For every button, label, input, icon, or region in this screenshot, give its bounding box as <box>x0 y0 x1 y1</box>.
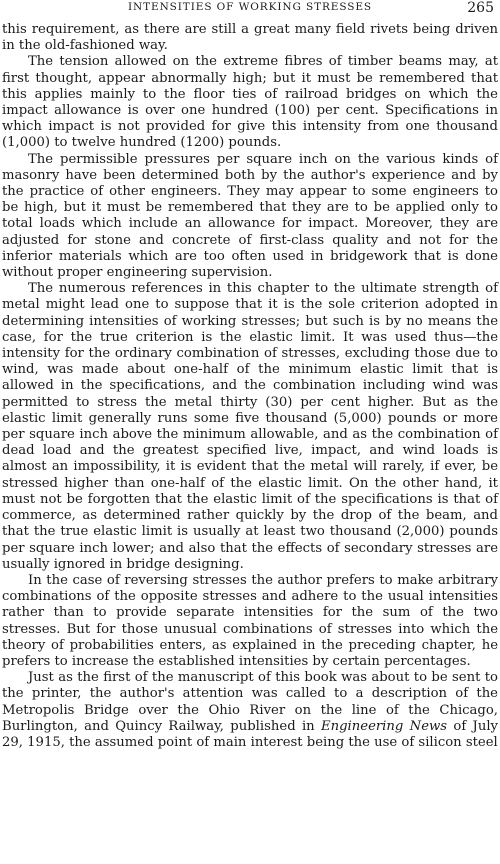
page-number: 265 <box>467 0 494 16</box>
paragraph-timber-tension: The tension allowed on the extreme fibres of timber beams may, at first thought, appear abnormally high; but it must be remembered that this applies mainly to the floor ties of railroad bridges on which the impact allowance is over one hundred (100) per cent. Specifications in which impact is not provided for give this intensity from one thousand (1,000) to twelve hundred (1200) pounds. <box>2 54 498 151</box>
journal-title: Engineering News <box>321 718 448 734</box>
paragraph-reversing-stresses: In the case of reversing stresses the author prefers to make arbitrary combinations of the opposite stresses and adhere to the usual intensities rather than to provide separate intensities for the sum of the two stresses. But for those unusual combinations of stresses into which the theory of probabilities enters, as explained in the preceding chapter, he prefers to increase the established intensities by certain percentages. <box>2 572 498 669</box>
paragraph-text-after: of July 29, 1915, the assumed point of main interest being the use of silicon steel <box>2 718 499 750</box>
paragraph-elastic-limit: The numerous references in this chapter to the ultimate strength of metal might lead one to suppose that it is the sole criterion adopted in determining intensities of working stresses; but such is by no means the case, for the true criterion is the elastic limit. It was used thus—the intensity for the ordinary combination of stresses, excluding those due to wind, was made about one-half of the minimum elastic limit that is allowed in the specifications, and the combination including wind was permitted to stress the metal thirty (30) per cent higher. But as the elastic limit generally runs some five thousand (5,000) pounds or more per square inch above the minimum allowable, and as the combination of dead load and the greatest specified live, impact, and wind loads is almost an impossibility, it is evident that the metal will rarely, if ever, be stressed higher than one-half of the elastic limit. On the other hand, it must not be forgotten that the elastic limit of the specifications is that of commerce, as determined rather quickly by the drop of the beam, and that the true elastic limit is usually at least two thousand (2,000) pounds per square inch lower; and also that the effects of secondary stresses are usually ignored in bridge designing. <box>2 281 498 572</box>
running-head: INTENSITIES OF WORKING STRESSES <box>127 1 373 13</box>
body-text <box>2 22 498 751</box>
paragraph-metropolis-bridge <box>2 670 498 751</box>
paragraph-masonry-pressures: The permissible pressures per square inch on the various kinds of masonry have been determined both by the author's experience and by the practice of other engineers. They may appear to some engineers to be high, but it must be remembered that they are to be applied only to total loads which include an allowance for impact. Moreover, they are adjusted for stone and concrete of first-class quality and not for the inferior materials which are too often used in bridgework that is done without proper engineering supervision. <box>2 151 498 281</box>
page-header <box>0 0 500 22</box>
paragraph-continued: this requirement, as there are still a great many field rivets being driven in the old-fashioned way. <box>2 22 498 54</box>
paragraph-text-before: Just as the first of the manuscript of this book was about to be sent to the printer, the author's attention was called to a description of the Metropolis Bridge over the Ohio River on the line of the Chicago, Burlington, and Quincy Railway, published in <box>2 670 498 734</box>
